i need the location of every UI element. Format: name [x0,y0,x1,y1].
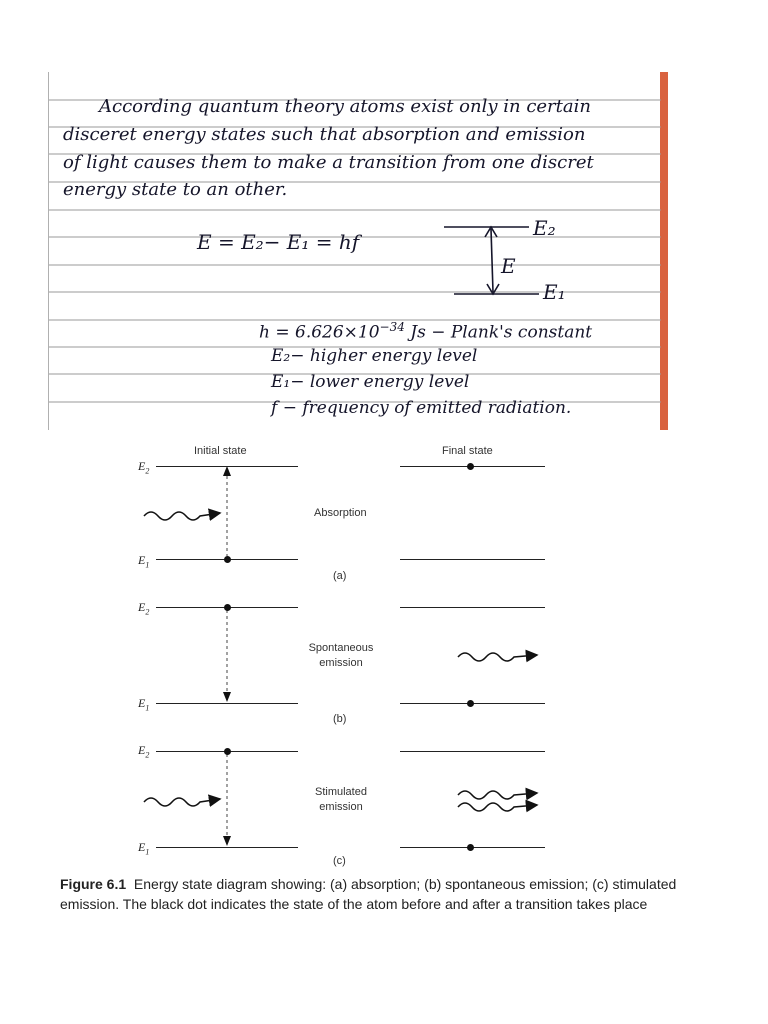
planck-rhs: Js − Plank's constant [410,322,593,343]
planck-lhs: h = 6.626×10 [259,322,380,343]
level-e2-final-c [400,751,545,752]
definition-f: f − frequency of emitted radiation. [271,398,572,418]
note-line-4: energy state to an other. [63,179,288,200]
atom-dot-initial-c [224,748,231,755]
planck-exponent: −34 [379,320,405,334]
label-e1-b: $E_1$ [138,696,150,713]
arrowhead-c [223,836,231,846]
photon-out-c2 [458,803,537,811]
atom-dot-final-b [467,700,474,707]
level-e1-initial-b [156,703,298,704]
process-stimulated-emission: Stimulated emission [315,786,367,813]
label-e1-c: $E_1$ [138,840,150,857]
panel-tag-b: (b) [333,713,347,725]
header-final-state: Final state [442,445,493,457]
level-e1-final-a [400,559,545,560]
photon-out-c1 [458,791,537,799]
note-line-1: According quantum theory atoms exist only in certain [99,96,591,117]
sketch-gap-label: E [501,254,516,278]
atom-dot-final-a [467,463,474,470]
label-e2-a: $E_2$ [138,459,150,476]
sketch-lower-label: E₁ [543,280,566,304]
atom-dot-initial-a [224,556,231,563]
sketch-upper-label: E₂ [533,216,556,240]
note-line-3: of light causes them to make a transition from one discret [63,152,594,173]
definition-e2: E₂− higher energy level [271,346,478,366]
header-initial-state: Initial state [194,445,247,457]
photon-in-c [144,798,220,806]
level-e2-initial-a [156,466,298,467]
atom-dot-initial-b [224,604,231,611]
definition-e1: E₁− lower energy level [271,372,470,392]
label-e2-b: $E_2$ [138,600,150,617]
level-e1-initial-c [156,847,298,848]
arrowhead-a [223,466,231,476]
process-spontaneous-emission: Spontaneous emission [308,642,374,669]
atom-dot-final-c [467,844,474,851]
note-line-2: disceret energy states such that absorption and emission [63,124,586,145]
process-absorption: Absorption [314,507,367,519]
panel-tag-a: (a) [333,570,347,582]
arrowhead-b [223,692,231,702]
energy-equation: E = E₂− E₁ = hf [197,230,360,254]
label-e2-c: $E_2$ [138,743,150,760]
level-e2-final-b [400,607,545,608]
photon-in-a [144,512,220,520]
label-e1-a: $E_1$ [138,553,150,570]
figure-caption [60,874,700,914]
photon-out-b [458,653,537,661]
caption-label: Figure 6.1 [60,876,127,892]
caption-text: Energy state diagram showing: (a) absorption; (b) spontaneous emission; (c) stimulated emission. The black dot indicates the state of the atom before and after a transition takes place [60,876,677,912]
panel-tag-c: (c) [333,855,346,867]
